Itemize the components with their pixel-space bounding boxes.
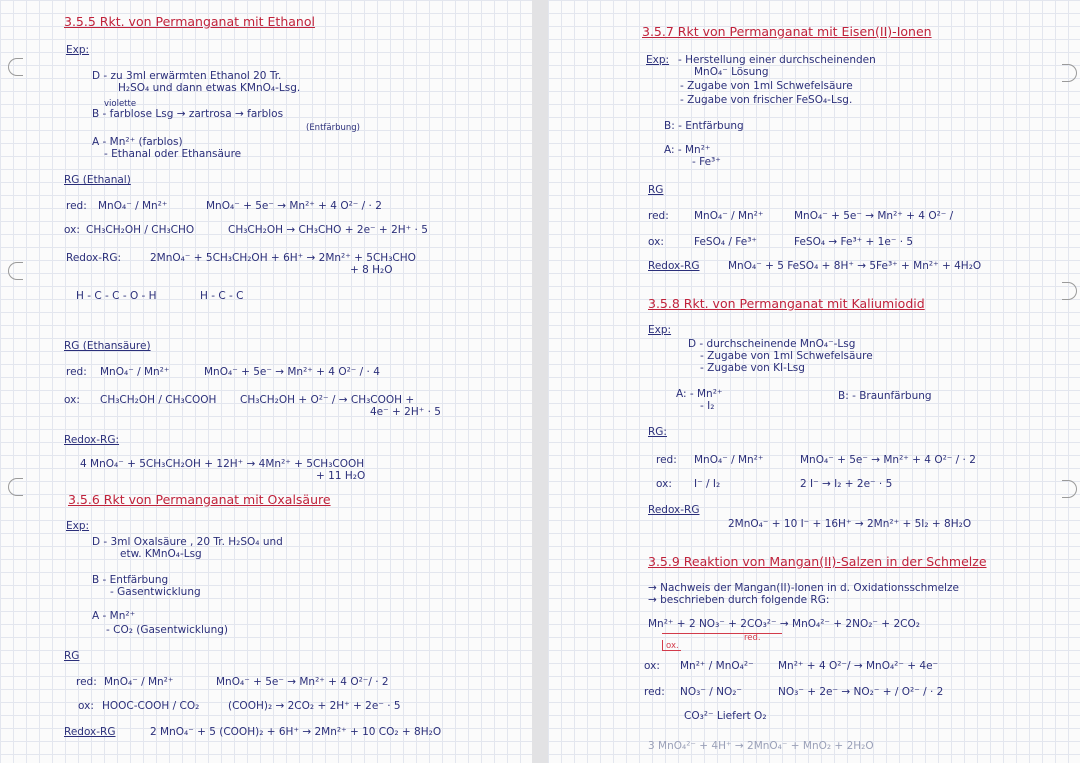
punch-hole (1062, 480, 1077, 498)
ox-pair: CH₃CH₂OH / CH₃CHO (86, 224, 195, 236)
red-label: red: (76, 676, 97, 688)
ox-equation: CH₃CH₂OH + O²⁻ / → CH₃COOH + (240, 394, 415, 406)
a-line: - I₂ (700, 400, 715, 412)
red-equation: NO₃⁻ + 2e⁻ → NO₂⁻ + / O²⁻ / · 2 (778, 686, 944, 698)
d-line: - Herstellung einer durchscheinenden (678, 54, 876, 66)
ox-pair: Mn²⁺ / MnO₄²⁻ (680, 660, 754, 672)
d-line: MnO₄⁻ Lösung (694, 66, 769, 78)
d-line: D - zu 3ml erwärmten Ethanol 20 Tr. (92, 70, 282, 82)
redox-equation-cont: + 11 H₂O (316, 470, 366, 482)
structure-formula: H - C - C - O - H (76, 290, 157, 302)
redox-label: Redox-RG (648, 504, 700, 516)
redox-equation: 2 MnO₄⁻ + 5 (COOH)₂ + 6H⁺ → 2Mn²⁺ + 10 CO₂ + 8H₂O (150, 726, 442, 738)
a-line: A - Mn²⁺ (farblos) (92, 136, 183, 148)
ox-equation: (COOH)₂ → 2CO₂ + 2H⁺ + 2e⁻ · 5 (228, 700, 401, 712)
ox-pair: FeSO₄ / Fe³⁺ (694, 236, 757, 248)
b-line: B - Entfärbung (92, 574, 169, 586)
ox-label: ox: (78, 700, 94, 712)
red-pair: MnO₄⁻ / Mn²⁺ (694, 210, 764, 222)
tag-red: red. (744, 633, 761, 643)
red-equation: MnO₄⁻ + 5e⁻ → Mn²⁺ + 4 O²⁻ / · 2 (800, 454, 976, 466)
bottom-equation: 3 MnO₄²⁻ + 4H⁺ → 2MnO₄⁻ + MnO₂ + 2H₂O (648, 740, 874, 752)
a-line: A: - Mn²⁺ (664, 144, 711, 156)
b-line: - Gasentwicklung (110, 586, 201, 598)
co3-note: CO₃²⁻ Liefert O₂ (684, 710, 767, 722)
structure-formula: H - C - C (200, 290, 244, 302)
tag-ox: ox. (666, 641, 679, 651)
red-equation: MnO₄⁻ + 5e⁻ → Mn²⁺ + 4 O²⁻ / · 4 (204, 366, 380, 378)
page-gap (532, 0, 548, 763)
ox-pair: CH₃CH₂OH / CH₃COOH (100, 394, 217, 406)
right-page (548, 0, 1080, 763)
ox-pair: I⁻ / I₂ (694, 478, 721, 490)
red-pair: NO₃⁻ / NO₂⁻ (680, 686, 742, 698)
section-title-355: 3.5.5 Rkt. von Permanganat mit Ethanol (64, 14, 315, 29)
red-label: red: (648, 210, 669, 222)
rg-heading: RG (Ethansäure) (64, 340, 151, 352)
redox-label: Redox-RG: (64, 434, 120, 446)
redox-equation: 4 MnO₄⁻ + 5CH₃CH₂OH + 12H⁺ → 4Mn²⁺ + 5CH₃COOH (80, 458, 365, 470)
punch-hole (8, 58, 23, 76)
melt-equation: Mn²⁺ + 2 NO₃⁻ + 2CO₃²⁻ → MnO₄²⁻ + 2NO₂⁻ + 2CO₂ (648, 618, 920, 630)
d-line: H₂SO₄ und dann etwas KMnO₄-Lsg. (118, 82, 301, 94)
rg-heading: RG (64, 650, 80, 662)
red-label: red: (656, 454, 677, 466)
section-title-356: 3.5.6 Rkt von Permanganat mit Oxalsäure (68, 492, 331, 507)
ox-equation: Mn²⁺ + 4 O²⁻/ → MnO₄²⁻ + 4e⁻ (778, 660, 939, 672)
d-line: - Zugabe von 1ml Schwefelsäure (680, 80, 853, 92)
redox-label: Redox-RG (64, 726, 116, 738)
rg-heading: RG: (648, 426, 667, 438)
d-line: - Zugabe von KI-Lsg (700, 362, 805, 374)
red-label: red: (66, 366, 87, 378)
ox-equation: CH₃CH₂OH → CH₃CHO + 2e⁻ + 2H⁺ · 5 (228, 224, 428, 236)
d-line: etw. KMnO₄-Lsg (120, 548, 202, 560)
b-note: violette (104, 99, 137, 109)
red-equation: MnO₄⁻ + 5e⁻ → Mn²⁺ + 4 O²⁻ / · 2 (206, 200, 382, 212)
ox-equation: 2 I⁻ → I₂ + 2e⁻ · 5 (800, 478, 893, 490)
rg-heading: RG (Ethanal) (64, 174, 131, 186)
a-line: - Ethanal oder Ethansäure (104, 148, 242, 160)
d-line: D - durchscheinende MnO₄⁻-Lsg (688, 338, 856, 350)
punch-hole (8, 478, 23, 496)
ox-label: ox: (64, 224, 80, 236)
note-line: → Nachweis der Mangan(II)-Ionen in d. Oxidationsschmelze (648, 582, 959, 594)
ox-pair: HOOC-COOH / CO₂ (102, 700, 200, 712)
d-line: - Zugabe von frischer FeSO₄-Lsg. (680, 94, 853, 106)
ox-label: ox: (644, 660, 660, 672)
b-line: B: - Braunfärbung (838, 390, 932, 402)
bracket-red (662, 633, 782, 634)
a-line: - CO₂ (Gasentwicklung) (106, 624, 228, 636)
exp-label: Exp: (648, 324, 672, 336)
exp-label: Exp: (66, 44, 90, 56)
red-equation: MnO₄⁻ + 5e⁻ → Mn²⁺ + 4 O²⁻ / (794, 210, 954, 222)
punch-hole (1062, 64, 1077, 82)
section-title-358: 3.5.8 Rkt. von Permanganat mit Kaliumiodid (648, 296, 925, 311)
ox-equation: FeSO₄ → Fe³⁺ + 1e⁻ · 5 (794, 236, 914, 248)
exp-label: Exp: (646, 54, 670, 66)
rg-heading: RG (648, 184, 664, 196)
note-line: → beschrieben durch folgende RG: (648, 594, 830, 606)
b-line: B: - Entfärbung (664, 120, 744, 132)
redox-equation: MnO₄⁻ + 5 FeSO₄ + 8H⁺ → 5Fe³⁺ + Mn²⁺ + 4H₂O (728, 260, 982, 272)
red-pair: MnO₄⁻ / Mn²⁺ (100, 366, 170, 378)
ox-equation-cont: 4e⁻ + 2H⁺ · 5 (370, 406, 441, 418)
redox-label: Redox-RG (648, 260, 700, 272)
redox-equation: 2MnO₄⁻ + 5CH₃CH₂OH + 6H⁺ → 2Mn²⁺ + 5CH₃CHO (150, 252, 416, 264)
section-title-359: 3.5.9 Reaktion von Mangan(II)-Salzen in der Schmelze (648, 554, 987, 569)
red-pair: MnO₄⁻ / Mn²⁺ (694, 454, 764, 466)
section-title-357: 3.5.7 Rkt von Permanganat mit Eisen(II)-Ionen (642, 24, 932, 39)
punch-hole (1062, 282, 1077, 300)
a-line: A - Mn²⁺ (92, 610, 136, 622)
d-line: D - 3ml Oxalsäure , 20 Tr. H₂SO₄ und (92, 536, 283, 548)
redox-equation-cont: + 8 H₂O (350, 264, 393, 276)
ox-label: ox: (64, 394, 80, 406)
ox-label: ox: (656, 478, 672, 490)
redox-label: Redox-RG: (66, 252, 122, 264)
red-label: red: (644, 686, 665, 698)
ox-label: ox: (648, 236, 664, 248)
d-line: - Zugabe von 1ml Schwefelsäure (700, 350, 873, 362)
red-pair: MnO₄⁻ / Mn²⁺ (104, 676, 174, 688)
red-label: red: (66, 200, 87, 212)
b-line: (Entfärbung) (306, 123, 360, 133)
redox-equation: 2MnO₄⁻ + 10 I⁻ + 16H⁺ → 2Mn²⁺ + 5I₂ + 8H₂O (728, 518, 972, 530)
red-equation: MnO₄⁻ + 5e⁻ → Mn²⁺ + 4 O²⁻/ · 2 (216, 676, 389, 688)
exp-label: Exp: (66, 520, 90, 532)
left-page (0, 0, 532, 763)
b-line: B - farblose Lsg → zartrosa → farblos (92, 108, 284, 120)
a-line: A: - Mn²⁺ (676, 388, 723, 400)
red-pair: MnO₄⁻ / Mn²⁺ (98, 200, 168, 212)
a-line: - Fe³⁺ (692, 156, 721, 168)
punch-hole (8, 262, 23, 280)
